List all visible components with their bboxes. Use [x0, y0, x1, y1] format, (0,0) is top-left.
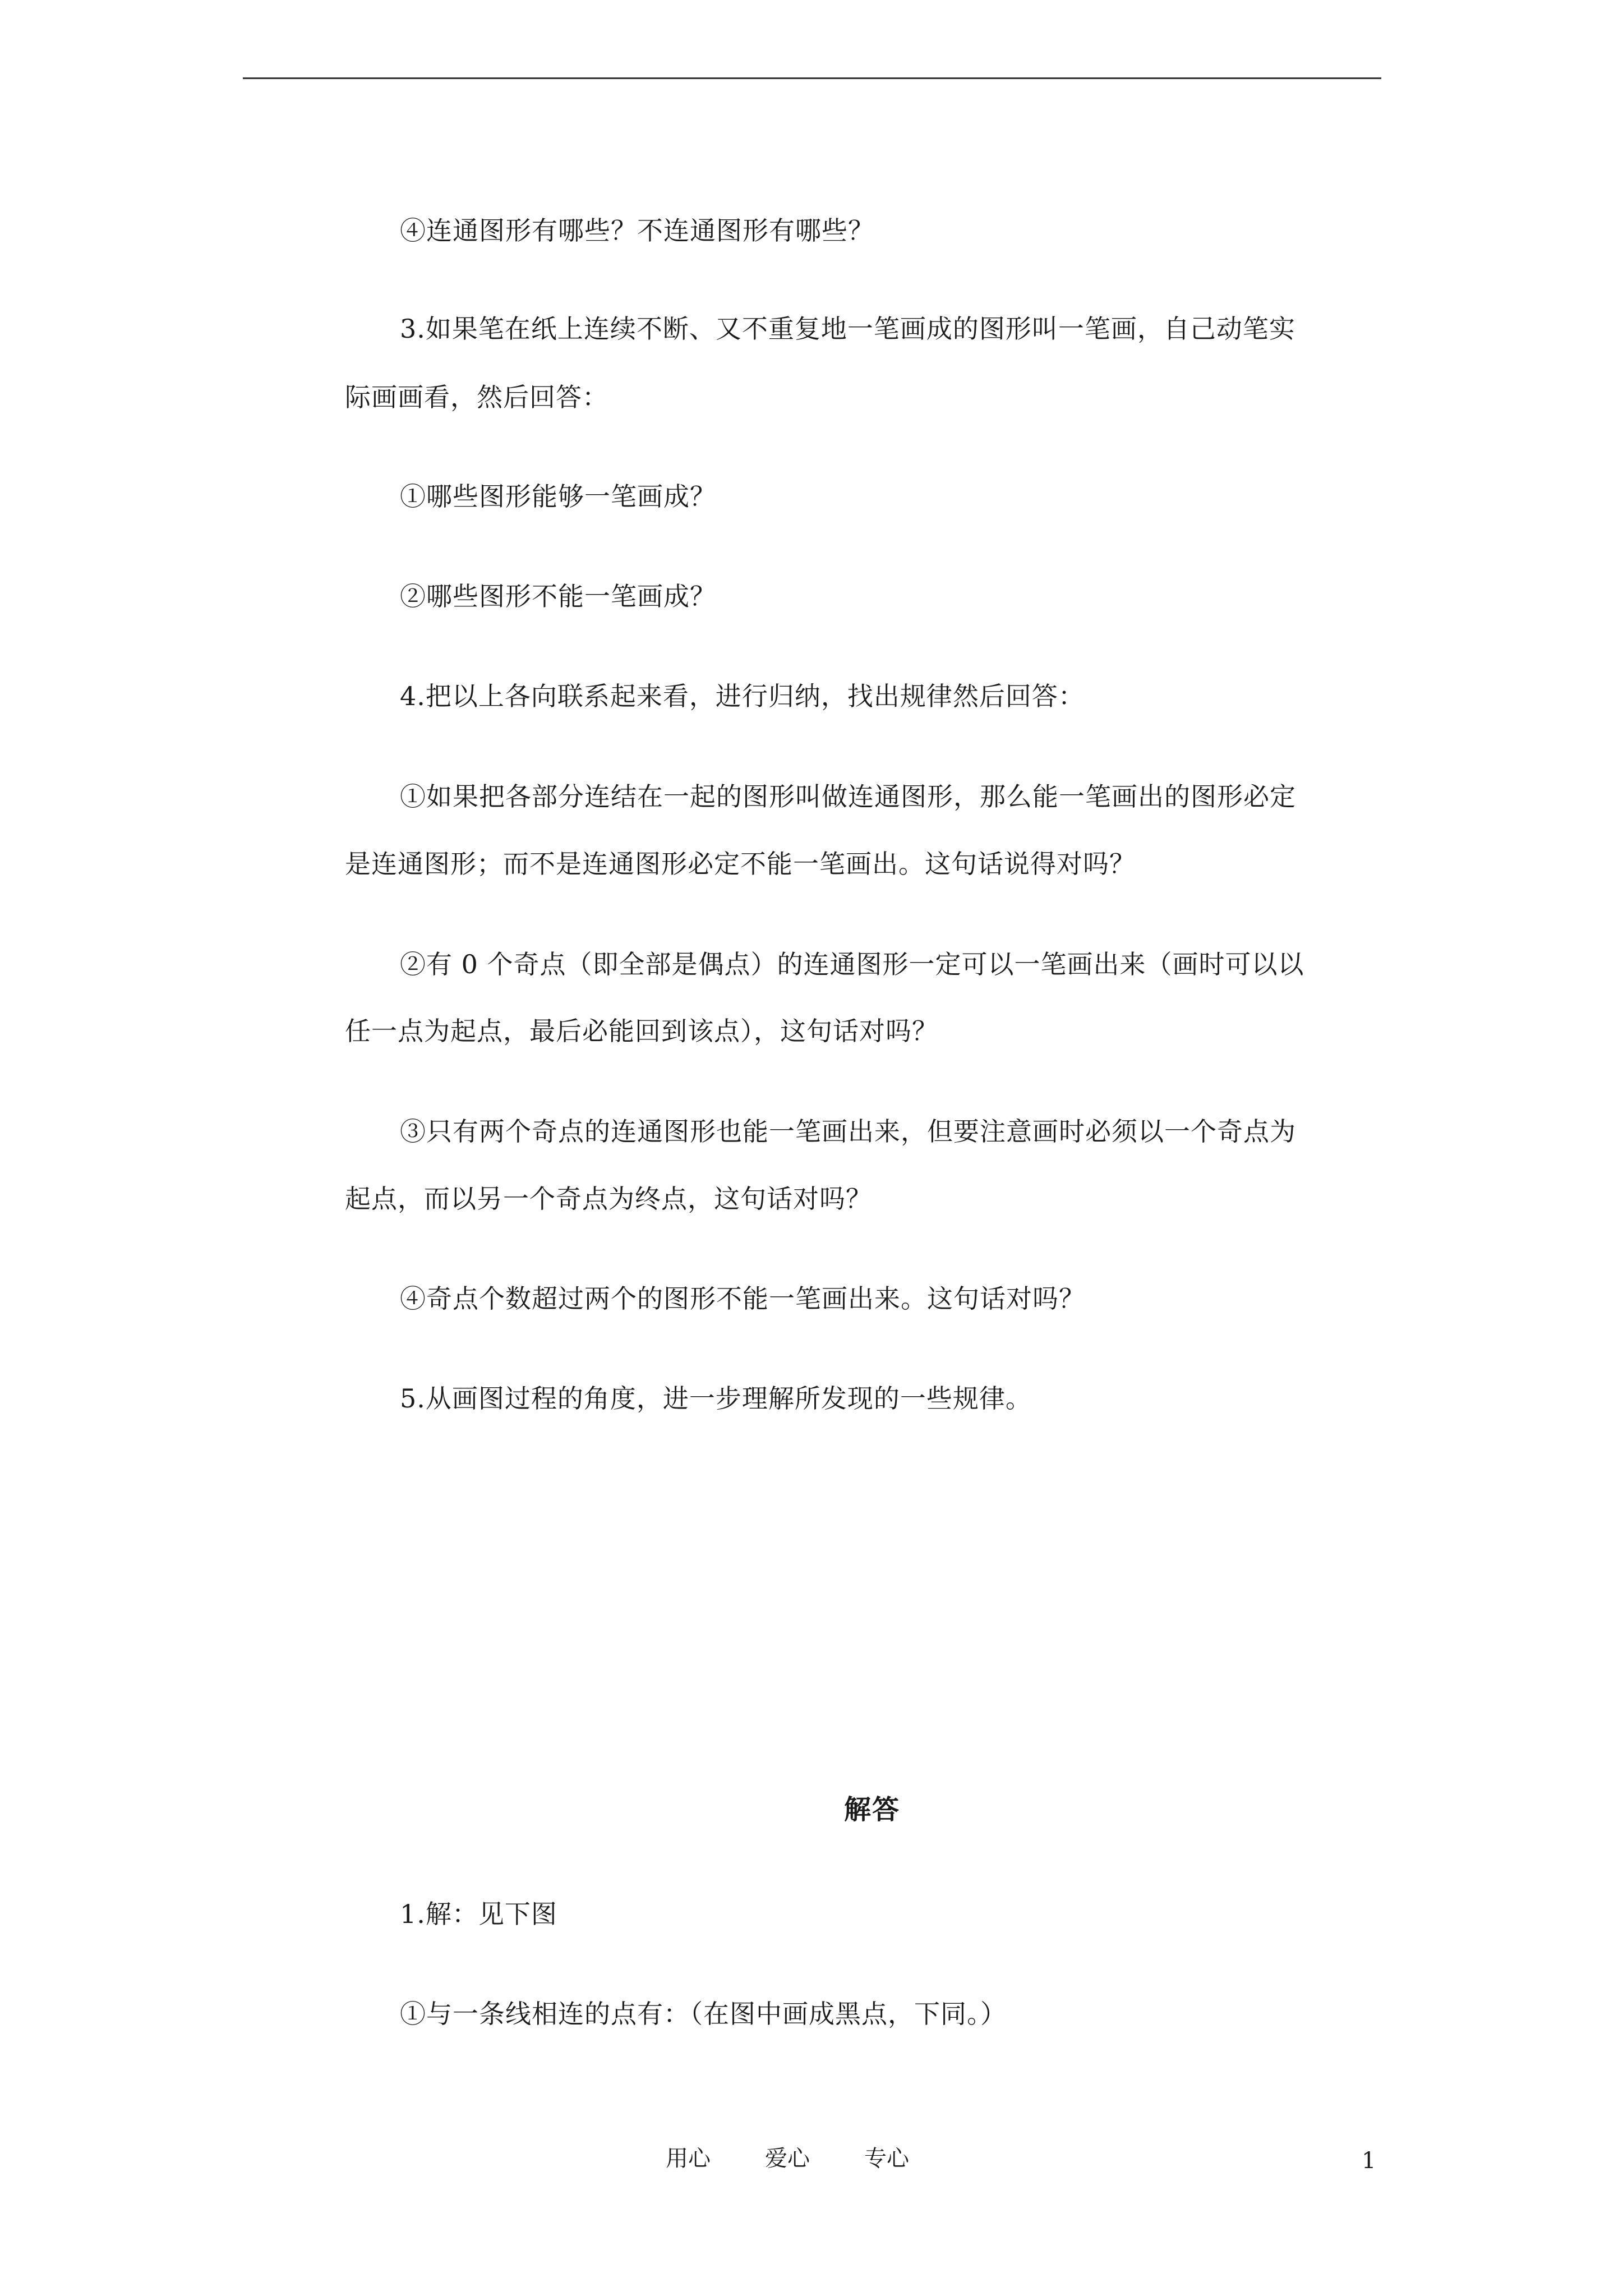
- paragraph-q3-b: ②哪些图形不能一笔画成？: [400, 581, 716, 611]
- paragraph-q4-b-line1: ②有 0 个奇点（即全部是偶点）的连通图形一定可以一笔画出来（画时可以以: [400, 949, 1304, 979]
- footer-item-yongxin: 用心: [666, 2146, 711, 2171]
- paragraph-answer-1-a: ①与一条线相连的点有：（在图中画成黑点，下同。）: [400, 1999, 1007, 2029]
- paragraph-q5: 5.从画图过程的角度，进一步理解所发现的一些规律。: [400, 1383, 1032, 1414]
- paragraph-q2-4: ④连通图形有哪些？不连通图形有哪些？: [400, 215, 874, 246]
- paragraph-q4-a-line2: 是连通图形；而不是连通图形必定不能一笔画出。这句话说得对吗？: [345, 849, 1136, 879]
- paragraph-q4-c-line1: ③只有两个奇点的连通图形也能一笔画出来，但要注意画时必须以一个奇点为: [400, 1116, 1296, 1147]
- page-number: 1: [1362, 2148, 1376, 2174]
- paragraph-q4-c-line2: 起点，而以另一个奇点为终点，这句话对吗？: [345, 1184, 872, 1214]
- paragraph-q4: 4.把以上各向联系起来看，进行归纳，找出规律然后回答：: [400, 681, 1085, 711]
- paragraph-q3-line1: 3.如果笔在纸上连续不断、又不重复地一笔画成的图形叫一笔画，自己动笔实: [400, 314, 1295, 344]
- paragraph-q3-line2: 际画画看，然后回答：: [345, 382, 608, 412]
- footer-item-zhuanxin: 专心: [864, 2146, 909, 2171]
- paragraph-q4-a-line1: ①如果把各部分连结在一起的图形叫做连通图形，那么能一笔画出的图形必定: [400, 781, 1296, 812]
- paragraph-answer-1: 1.解：见下图: [400, 1899, 557, 1929]
- footer-item-aixin: 爱心: [765, 2146, 810, 2171]
- paragraph-q4-d: ④奇点个数超过两个的图形不能一笔画出来。这句话对吗？: [400, 1283, 1085, 1314]
- header-rule: [243, 77, 1381, 79]
- paragraph-q4-b-line2: 任一点为起点，最后必能回到该点），这句话对吗？: [345, 1016, 938, 1046]
- answer-heading: 解答: [844, 1794, 901, 1825]
- paragraph-q3-a: ①哪些图形能够一笔画成？: [400, 481, 716, 512]
